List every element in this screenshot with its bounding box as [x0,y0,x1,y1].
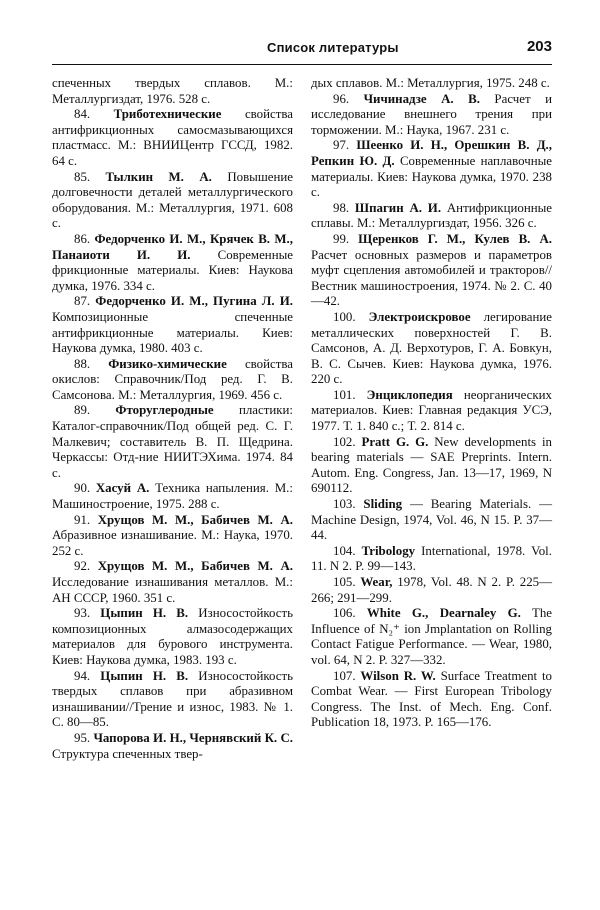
reference-entry [311,575,552,606]
reference-text: Техника напыления. М.: Машиностроение, 1975. 288 с. [52,481,293,512]
reference-entry [311,388,552,435]
reference-number: 90. [74,481,96,496]
reference-author: Тылкин М. А. [105,169,212,184]
reference-entry [311,232,552,310]
reference-entry [52,170,293,232]
reference-number: 97. [333,138,357,153]
reference-author: Электроискровое [368,309,471,324]
reference-entry [52,294,293,356]
reference-number: 94. [74,668,101,683]
reference-entry [52,669,293,731]
reference-number: 85. [74,169,106,184]
reference-number: 107. [333,668,361,683]
reference-number: 86. [74,231,95,246]
reference-text: Исследование изнашивания металлов. М.: АН СССР, 1960. 351 с. [52,575,293,605]
reference-number: 103. [333,497,364,512]
reference-text: Современные фрикционные материалы. Киев: Наукова думка, 1976. 334 с. [52,247,293,293]
reference-text: Композиционные спеченные антифрикционные материалы. Киев: Наукова думка, 1980. 403 с. [52,309,293,356]
reference-author: Шпагин А. И. [354,200,442,215]
reference-number: 93. [74,606,101,621]
right-column [311,76,552,731]
page-number: 203 [526,38,552,55]
reference-text: Абразивное изнашивание. М.: Наука, 1970. 252 с. [52,528,293,558]
reference-entry [52,107,293,169]
reference-author: Физико-химические [108,356,227,371]
reference-entry [52,481,293,512]
reference-author: Хасуй А. [95,481,150,496]
page-header [52,36,552,62]
reference-text: дых сплавов. М.: Металлургия, 1975. 248 с. [311,76,550,90]
reference-entry [311,201,552,232]
reference-entry [311,92,552,139]
reference-number: 106. [333,606,367,621]
reference-entry [311,497,552,544]
reference-text: 1978, Vol. 48. N 2. P. 225—266; 291—299. [311,575,552,605]
reference-continuation [311,76,552,92]
running-head: Список литературы [267,40,399,55]
reference-number: 100. [333,309,369,324]
reference-author: Шеенко И. Н., Орешкин В. Д., Репкин Ю. Д. [311,138,553,168]
reference-number: 99. [333,231,359,246]
reference-author: Чичинадзе А. В. [363,91,480,106]
reference-text: спеченных твердых сплавов. М.: Металлургиздат, 1976. 528 с. [52,76,293,106]
reference-entry [52,731,293,762]
reference-author: White G., Dearnaley G. [366,606,521,621]
reference-entry [311,606,552,668]
reference-entry [52,559,293,606]
reference-author: Триботехнические [113,107,222,122]
reference-entry [52,357,293,404]
reference-author: Энциклопедия [366,387,453,402]
reference-author: Wear, [360,575,393,589]
reference-text: Расчет и исследование внешнего трения при торможении. М.: Наука, 1967. 231 с. [311,91,552,137]
reference-continuation [52,76,293,107]
reference-number: 92. [74,559,98,574]
reference-entry [311,435,552,497]
reference-author: Фторуглеродные [115,403,214,418]
reference-author: Цыпин Н. В. [100,606,189,621]
reference-entry [52,606,293,668]
reference-number: 102. [333,434,362,449]
reference-text: неорганических материалов. Киев: Главная редакция УСЭ, 1977. Т. 1. 840 с.; Т. 2. 814 с. [311,387,552,434]
reference-text: New developments in bearing materials — SAE Preprints. Intern. Autom. Eng. Congress, Jan. 13—17, 1969, N 690112. [311,434,552,496]
reference-text: International, 1978. Vol. 11. N 2. P. 99—143. [311,543,552,574]
reference-number: 87. [74,294,96,309]
reference-text: Расчет основных размеров и параметров муфт сцепления автомобилей и тракторов//Вестник машиностроения, 1974. № 2. С. 40—42. [311,247,552,309]
reference-text: Повышение долговечности деталей металлургического оборудования. М.: Металлургия, 1971. 608 с. [52,169,293,231]
reference-text: Surface Treatment to Combat Wear. — First European Tribology Congress. The Inst. of Mech. Eng. Conf. Publication 18, 1973. P. 165—176. [311,668,553,730]
reference-number: 89. [74,403,116,418]
header-rule [52,64,552,65]
left-column [52,76,293,762]
reference-author: Федорченко И. М., Крячек В. М., Панаиоти И. И. [52,231,293,262]
reference-author: Wilson R. W. [360,668,436,683]
reference-text: свойства антифрикционных самосмазывающихся пластмасс. М.: ВНИИЦентр ГССД, 1982. 64 с. [52,107,293,168]
reference-number: 95. [74,730,94,745]
reference-entry [311,669,552,731]
reference-text: Структура спеченных твер- [52,746,203,761]
reference-entry [311,138,552,200]
reference-text: Износостойкость твердых сплавов при абразивном изнашивании//Трение и износ, 1983. № 1. С. 80—85. [52,668,293,730]
reference-author: Хрущов М. М., Бабичев М. А. [97,559,293,574]
reference-author: Чапорова И. Н., Чернявский К. С. [93,730,293,745]
reference-entry [311,544,552,575]
reference-entry [311,310,552,388]
reference-entry [52,232,293,294]
reference-text: The Influence of N₂⁺ ion Jmplantation on Rolling Contact Fatigue Performance. — Wear, 1980, vol. 64, N 2. P. 327—332. [311,606,553,667]
reference-text: свойства окислов: Справочник/Под ред. Г. В. Самсонова. М.: Металлургия, 1969. 456 с. [52,356,293,402]
reference-author: Щеренков Г. М., Кулев В. А. [358,231,552,246]
reference-author: Федорченко И. М., Пугина Л. И. [95,294,293,309]
reference-text: Износостойкость композиционных алмазосодержащих материалов для бурового инструмента. Киев: Наукова думка, 1983. 193 с. [52,606,293,667]
reference-author: Sliding [363,497,403,512]
reference-text: Антифрикционные сплавы. М.: Металлургиздат, 1956. 326 с. [311,200,552,231]
reference-text: пластики: Каталог-справочник/Под общей ред. С. Г. Малкевич; составитель В. П. Щедрина. Черкассы: Отд-ние НИИТЭХима. 1974. 84 с. [52,403,293,480]
reference-entry [52,403,293,481]
reference-text: — Bearing Materials. — Machine Design, 1974, Vol. 46, N 15. P. 37—44. [311,497,552,543]
reference-number: 101. [333,387,367,402]
reference-number: 88. [74,356,109,371]
reference-text: Современные наплавочные материалы. Киев: Наукова думка, 1970. 238 с. [311,153,552,200]
reference-author: Хрущов М. М., Бабичев М. А. [97,512,293,527]
reference-text: легирование металлических поверхностей Г. В. Самсонов, А. Д. Верхотуров, Г. А. Бовкун, В. С. Сычев. Киев: Наукова думка, 1976. 220 с. [311,309,552,387]
reference-author: Цыпин Н. В. [100,668,189,683]
reference-number: 84. [74,107,114,122]
reference-number: 105. [333,575,361,589]
reference-entry [52,513,293,560]
reference-number: 96. [333,91,364,106]
reference-number: 98. [333,200,355,215]
reference-number: 91. [74,512,98,527]
reference-author: Pratt G. G. [361,434,429,449]
reference-number: 104. [333,543,362,558]
reference-author: Tribology [361,543,416,558]
